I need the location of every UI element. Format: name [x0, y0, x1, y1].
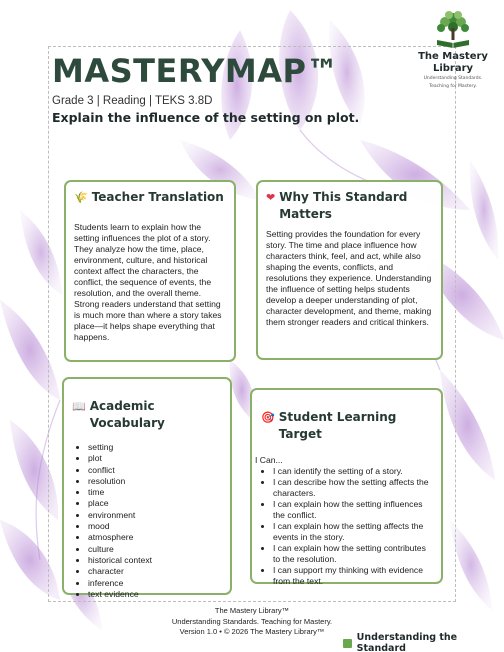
heart-icon: ❤: [266, 191, 276, 204]
vocabulary-item: • time: [88, 487, 222, 498]
why-this-standard-title: Why This Standard Matters: [279, 190, 408, 221]
logo-name-line1: The Mastery: [418, 51, 488, 62]
logo-name-line2: Library: [432, 63, 474, 74]
academic-vocabulary-title: Academic Vocabulary: [89, 399, 165, 430]
vocabulary-item: • plot: [88, 453, 222, 464]
learning-target-item: • I can explain how the setting contributes to the resolution.: [273, 543, 433, 565]
vocabulary-list: [72, 442, 222, 600]
teacher-translation-title: Teacher Translation: [91, 190, 224, 204]
why-this-standard-card: [256, 180, 443, 360]
learning-target-list: [255, 466, 433, 587]
green-square-icon: [343, 639, 352, 648]
learning-target-item: • I can support my thinking with evidence from the text.: [273, 565, 433, 587]
vocabulary-item: • historical context: [88, 555, 222, 566]
book-icon: 📖: [72, 400, 86, 413]
vocabulary-item: • atmosphere: [88, 532, 222, 543]
footer-credits: [130, 606, 374, 638]
vocabulary-item: • character: [88, 566, 222, 577]
standard-statement: Explain the influence of the setting on plot.: [52, 110, 360, 125]
tree-book-icon: [431, 10, 475, 50]
i-can-intro: I Can...: [255, 455, 283, 465]
learning-target-item: • I can describe how the setting affects the characters.: [273, 477, 433, 499]
mastery-library-logo: [408, 10, 498, 98]
learning-target-item: • I can identify the setting of a story.: [273, 466, 433, 477]
student-learning-target-card: [250, 388, 443, 584]
vocabulary-item: • conflict: [88, 465, 222, 476]
vocabulary-item: • inference: [88, 578, 222, 589]
footer-line-2: Understanding Standards. Teaching for Mastery.: [171, 616, 333, 626]
vocabulary-item: • text evidence: [88, 589, 222, 600]
wheat-icon: 🌾: [74, 191, 88, 204]
grade-subject-meta: Grade 3 | Reading | TEKS 3.8D: [52, 95, 213, 107]
teacher-translation-body: Students learn to explain how the setting influences the plot of a story. They analyze how the time, place, environment, culture, and historical context affect the characters, the conflict, the sequence of events, the resolution, and the overall theme. Strong readers understand that setting is much more than where a story takes place—it helps shape everything that happens.: [74, 222, 222, 342]
section-tag: [343, 632, 504, 652]
vocabulary-item: • place: [88, 498, 222, 509]
learning-target-item: • I can explain how the setting influences the conflict.: [273, 499, 433, 521]
vocabulary-item: • resolution: [88, 476, 222, 487]
footer-line-3: Version 1.0 • © 2026 The Mastery Library™: [179, 627, 325, 636]
learning-target-item: • I can explain how the setting affects the events in the story.: [273, 521, 433, 543]
vocabulary-item: • culture: [88, 544, 222, 555]
footer-line-1: The Mastery Library™: [214, 606, 290, 615]
vocabulary-item: • environment: [88, 510, 222, 521]
student-learning-target-title: Student Learning Target: [278, 410, 397, 441]
logo-tagline-line2: Teaching for Mastery.: [429, 83, 477, 89]
section-tag-label: Understanding the Standard: [356, 632, 458, 652]
why-this-standard-body: Setting provides the foundation for every story. The time and place influence how characters think, feel, and act, while also shaping the events, conflicts, and resolutions they experience. Understanding the influence of setting helps students develop a deeper understanding of plot, character development, and theme, making them stronger readers and critical thinkers.: [266, 229, 432, 327]
vocabulary-item: • setting: [88, 442, 222, 453]
page-title: MASTERYMAP™: [52, 52, 339, 90]
why-this-standard-heading: [266, 189, 433, 223]
logo-tagline-line1: Understanding Standards.: [423, 76, 483, 81]
student-learning-target-heading: [261, 409, 433, 443]
academic-vocabulary-card: [62, 377, 232, 599]
academic-vocabulary-heading: [72, 398, 222, 432]
teacher-translation-card: [64, 180, 236, 362]
teacher-translation-heading: [74, 189, 226, 206]
target-icon: 🎯: [261, 411, 275, 424]
vocabulary-item: • mood: [88, 521, 222, 532]
